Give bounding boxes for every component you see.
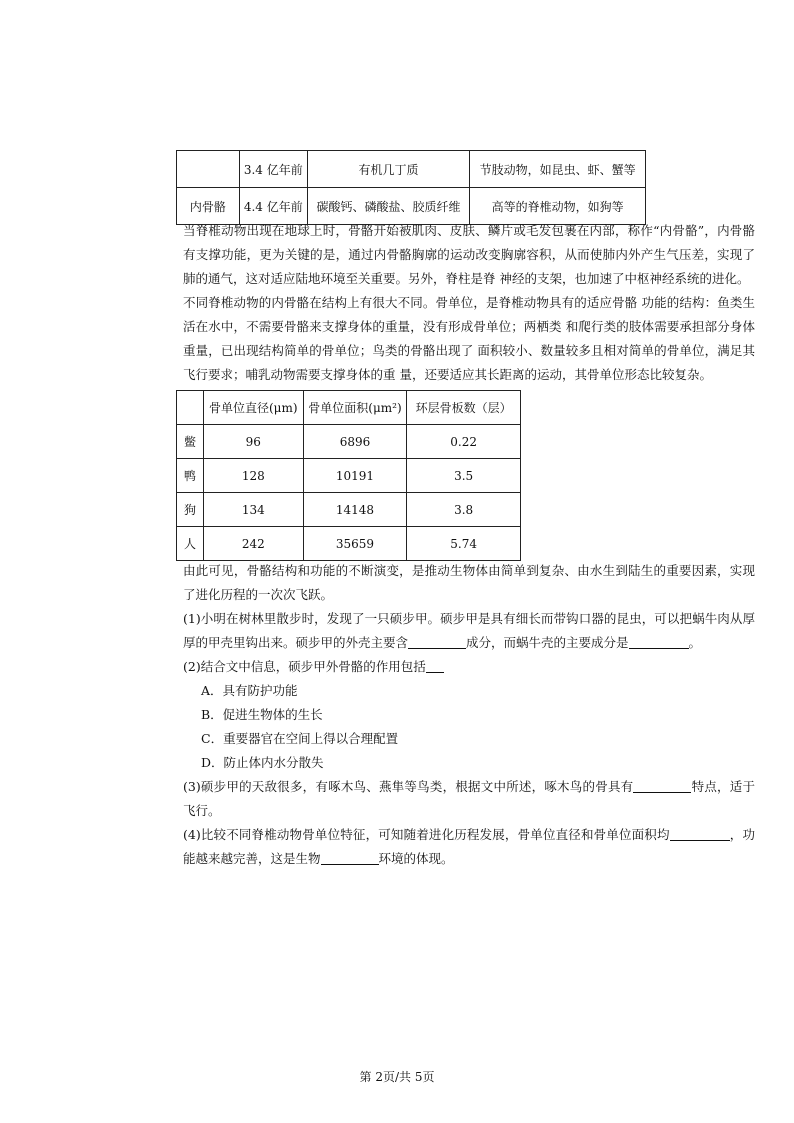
question-text: 。 — [688, 635, 702, 650]
paragraph: 不同脊椎动物的内骨骼在结构上有很大不同。骨单位，是脊椎动物具有的适应骨骼 功能的结构：鱼类生活在水中，不需要骨骼来支撑身体的重量，没有形成骨单位；两栖类 和爬行类的肢体需要承担部分身体重量，已出现结构简单的骨单位；鸟类的骨骼出现了 面积较小、数量较多且相对简单的骨单位，满足其飞行要求；哺乳动物需要支撑身体的重 量，还要适应其长距离的运动，其骨单位形态比较复杂。 — [183, 295, 755, 382]
table-row — [177, 425, 521, 459]
table-row — [177, 459, 521, 493]
table-cell: 242 — [203, 527, 303, 561]
question-text: 特点，适于飞行。 — [183, 779, 755, 818]
table-row — [177, 151, 646, 188]
body-text-lower — [183, 559, 755, 871]
option-b[interactable]: B．促进生物体的生长 — [201, 707, 323, 722]
table-header: 环层骨板数（层） — [407, 391, 521, 425]
page-footer: 第 2页/共 5页 — [359, 1070, 435, 1084]
question-text: 成分，而蜗牛壳的主要成分是 — [466, 635, 629, 650]
table-row — [177, 493, 521, 527]
bone-unit-table — [176, 390, 521, 561]
table-header: 骨单位面积(μm²) — [303, 391, 407, 425]
table-cell: 4.4 亿年前 — [239, 188, 307, 225]
table-cell — [177, 151, 240, 188]
table-cell: 10191 — [303, 459, 407, 493]
table-cell: 3.8 — [407, 493, 521, 527]
table-cell: 节肢动物，如昆虫、虾、蟹等 — [470, 151, 646, 188]
question-text: (1)小明在树林里散步时，发现了一只硕步甲。硕步甲是具有细长而带钩口器的昆虫，可以把蜗牛肉从厚厚的甲壳里钩出来。硕步甲的外壳主要含 — [183, 611, 755, 650]
table-cell: 96 — [203, 425, 303, 459]
question-2 — [183, 655, 755, 679]
question-text: ，功能越来越完善，这是生物 — [183, 827, 755, 866]
question-text: 环境的体现。 — [378, 851, 454, 866]
table-cell: 狗 — [177, 493, 204, 527]
answer-blank[interactable] — [670, 826, 730, 841]
table-cell: 有机几丁质 — [307, 151, 470, 188]
table-cell: 5.74 — [407, 527, 521, 561]
table-header — [177, 391, 204, 425]
answer-blank[interactable] — [633, 778, 691, 793]
question-text: (4)比较不同脊椎动物骨单位特征，可知随着进化历程发展，骨单位直径和骨单位面积均 — [183, 827, 670, 842]
table-header: 骨单位直径(μm) — [203, 391, 303, 425]
question-text: (3)硕步甲的天敌很多，有啄木鸟、燕隼等鸟类，根据文中所述，啄木鸟的骨具有 — [183, 779, 634, 794]
table-cell: 内骨骼 — [177, 188, 240, 225]
table-cell: 3.5 — [407, 459, 521, 493]
table-cell: 134 — [203, 493, 303, 527]
body-text-upper — [183, 219, 755, 387]
table-cell: 碳酸钙、磷酸盐、胶质纤维 — [307, 188, 470, 225]
table-row — [177, 527, 521, 561]
table-cell: 鸭 — [177, 459, 204, 493]
question-4 — [183, 823, 755, 871]
paragraph: 由此可见，骨骼结构和功能的不断演变，是推动生物体由简单到复杂、由水生到陆生的重要因素，实现了进化历程的一次次飞跃。 — [183, 563, 755, 602]
table-header-row — [177, 391, 521, 425]
table-cell: 0.22 — [407, 425, 521, 459]
table-cell: 14148 — [303, 493, 407, 527]
table-cell: 鳖 — [177, 425, 204, 459]
option-c[interactable]: C．重要器官在空间上得以合理配置 — [201, 731, 399, 746]
question-text: (2)结合文中信息，硕步甲外骨骼的作用包括 — [183, 659, 426, 674]
table-cell: 6896 — [303, 425, 407, 459]
answer-blank[interactable] — [629, 634, 689, 649]
table-cell: 35659 — [303, 527, 407, 561]
table-cell: 高等的脊椎动物，如狗等 — [470, 188, 646, 225]
table-cell: 3.4 亿年前 — [239, 151, 307, 188]
question-1 — [183, 607, 755, 655]
skeleton-comparison-table — [176, 150, 646, 225]
answer-blank[interactable] — [408, 634, 466, 649]
option-a[interactable]: A．具有防护功能 — [201, 683, 298, 698]
paragraph: 当脊椎动物出现在地球上时，骨骼开始被肌肉、皮肤、鳞片或毛发包裹在内部，称作“内骨骼”，内骨骼有支撑功能，更为关键的是，通过内骨骼胸廓的运动改变胸廓容积，从而使肺内外产生气压差，实现了肺的通气，这对适应陆地环境至关重要。另外，脊柱是脊 神经的支架，也加速了中枢神经系统的进化。 — [183, 223, 755, 286]
table-cell: 人 — [177, 527, 204, 561]
question-3 — [183, 775, 755, 823]
table-cell: 128 — [203, 459, 303, 493]
answer-blank[interactable] — [321, 850, 379, 865]
answer-blank[interactable] — [426, 658, 444, 673]
option-d[interactable]: D．防止体内水分散失 — [201, 755, 324, 770]
